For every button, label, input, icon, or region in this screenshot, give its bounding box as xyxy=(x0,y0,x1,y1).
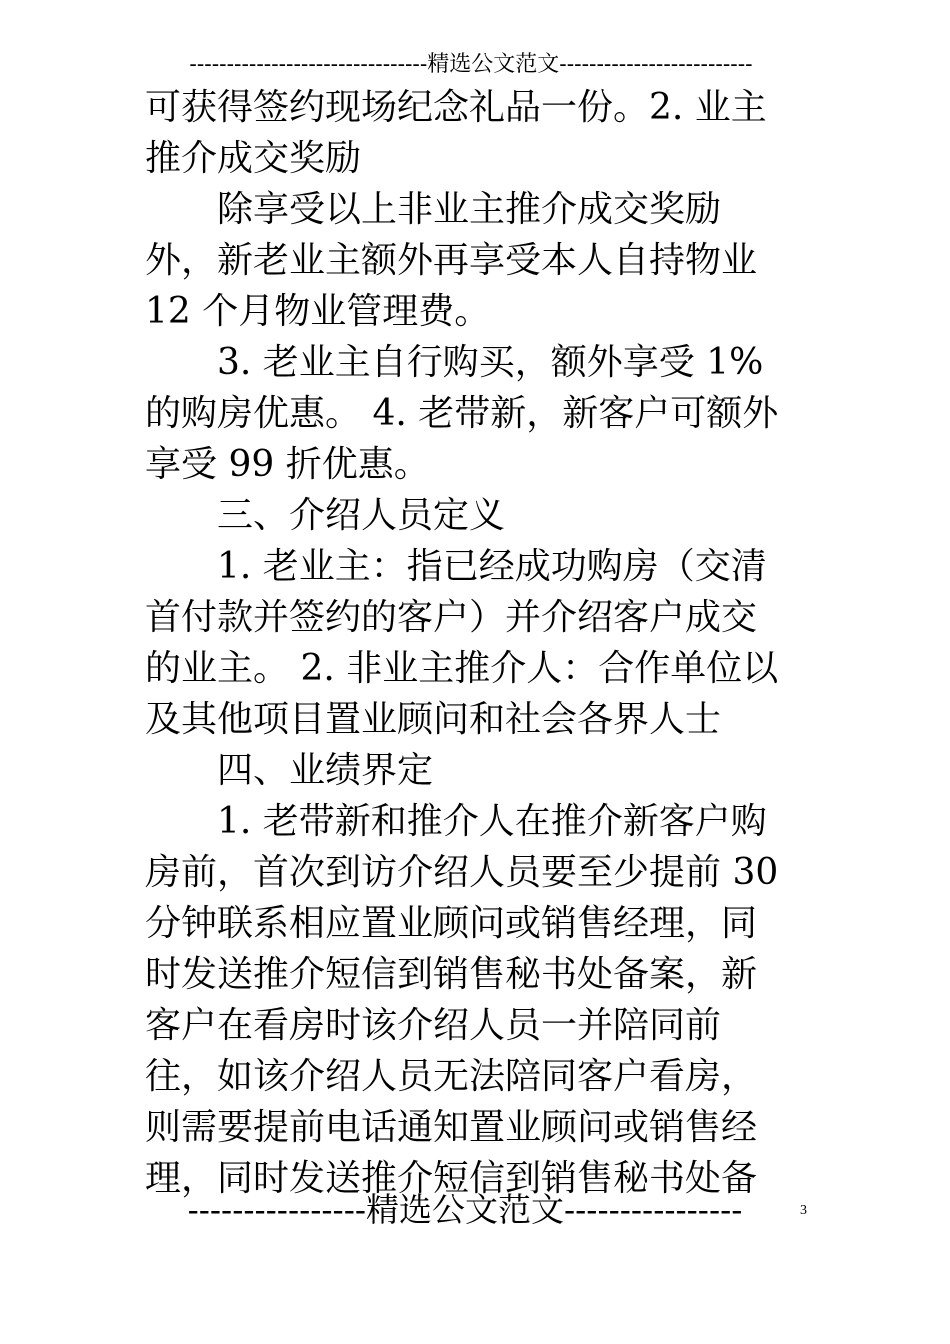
page-header: --------------------------------精选公文范文-------------------------- xyxy=(189,52,753,77)
body-line: 往，如该介绍人员无法陪同客户看房， xyxy=(145,1056,758,1097)
body-line: 1. 老业主：指已经成功购房（交清 xyxy=(145,546,767,587)
body-line: 可获得签约现场纪念礼品一份。2. 业主 xyxy=(145,87,767,128)
body-line: 推介成交奖励 xyxy=(145,138,362,179)
body-line: 1. 老带新和推介人在推介新客户购 xyxy=(145,801,767,842)
body-line: 除享受以上非业主推介成交奖励 xyxy=(145,189,722,230)
body-line: 12 个月物业管理费。 xyxy=(145,291,491,332)
body-line: 及其他项目置业顾问和社会各界人士 xyxy=(145,699,722,740)
body-line: 分钟联系相应置业顾问或销售经理，同 xyxy=(145,903,758,944)
document-body xyxy=(145,82,810,1204)
page-footer: ----------------精选公文范文---------------- xyxy=(187,1190,743,1229)
body-line: 的购房优惠。 4. 老带新，新客户可额外 xyxy=(145,393,779,434)
body-line: 的业主。 2. 非业主推介人：合作单位以 xyxy=(145,648,779,689)
body-line: 则需要提前电话通知置业顾问或销售经 xyxy=(145,1107,758,1148)
body-line: 首付款并签约的客户）并介绍客户成交 xyxy=(145,597,758,638)
body-line: 时发送推介短信到销售秘书处备案，新 xyxy=(145,954,758,995)
page-number: 3 xyxy=(800,1203,807,1218)
section-heading: 四、业绩界定 xyxy=(145,750,434,791)
body-line: 理，同时发送推介短信到销售秘书处备 xyxy=(145,1158,758,1199)
body-line: 房前，首次到访介绍人员要至少提前 30 xyxy=(145,852,779,893)
body-line: 客户在看房时该介绍人员一并陪同前 xyxy=(145,1005,722,1046)
body-line: 享受 99 折优惠。 xyxy=(145,444,430,485)
body-line: 外，新老业主额外再享受本人自持物业 xyxy=(145,240,758,281)
body-line: 3. 老业主自行购买，额外享受 1% xyxy=(145,342,764,383)
section-heading: 三、介绍人员定义 xyxy=(145,495,506,536)
